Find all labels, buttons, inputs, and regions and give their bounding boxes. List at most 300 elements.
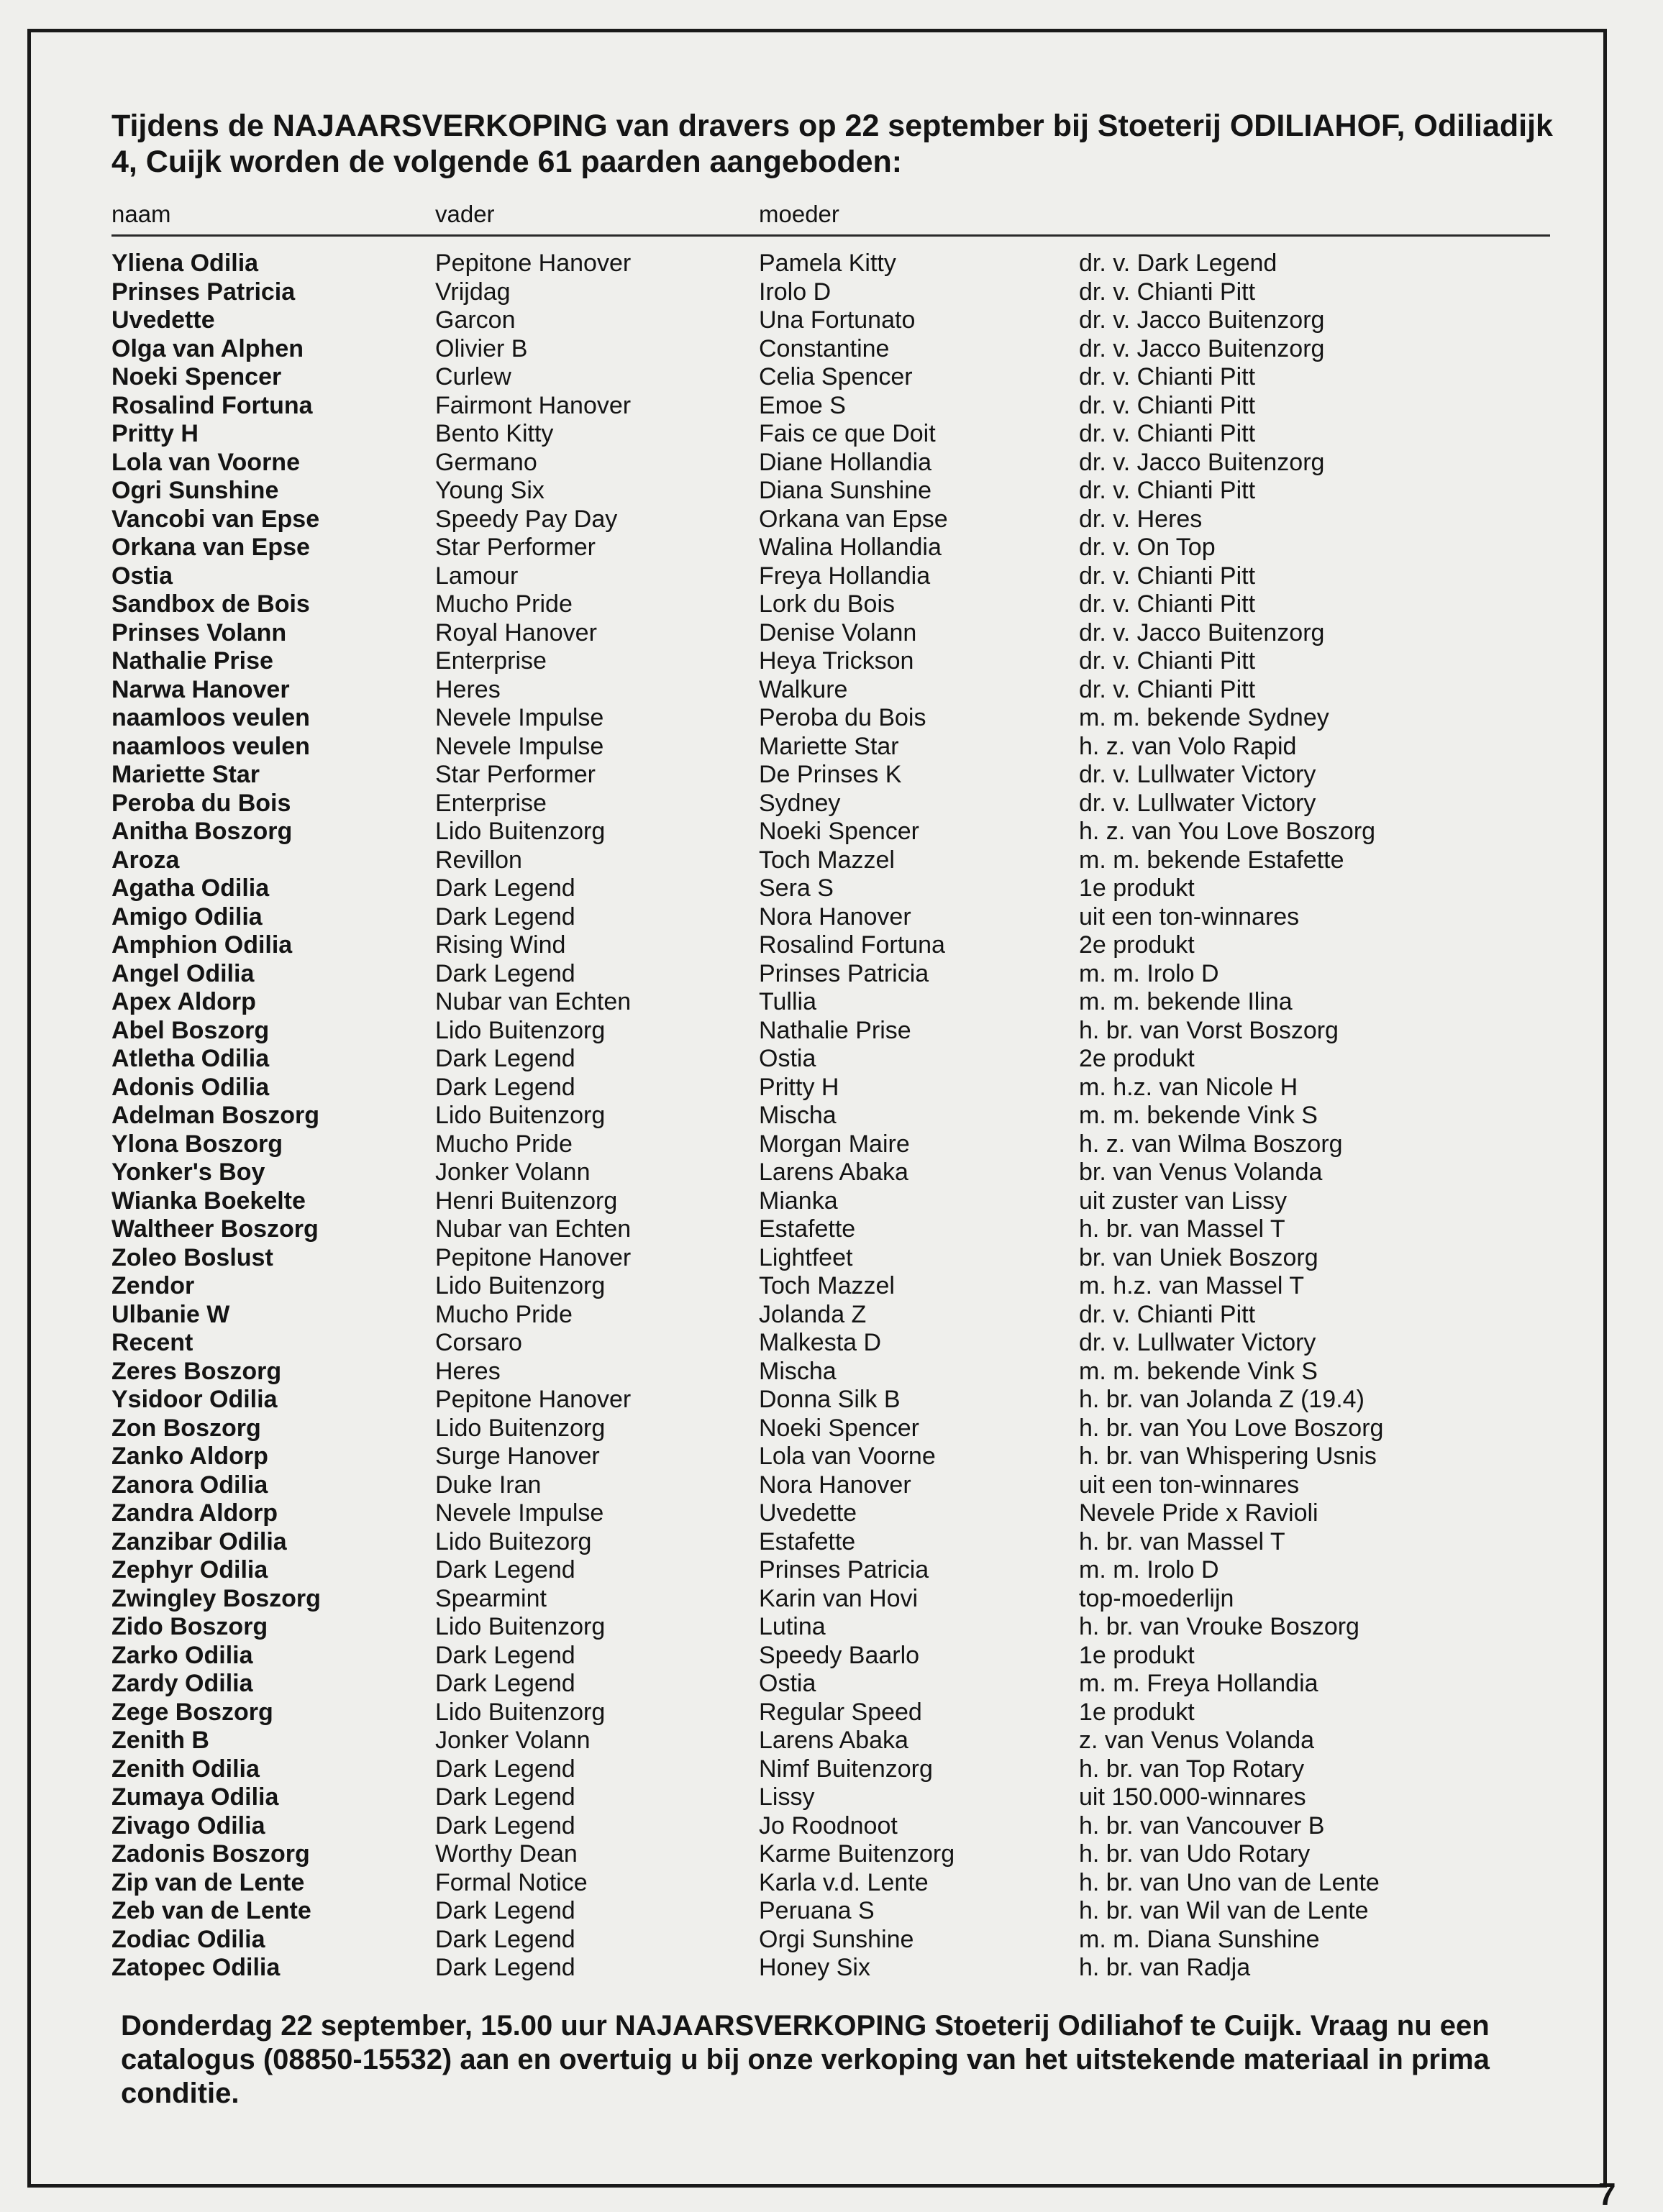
horse-name: Zon Boszorg xyxy=(111,1414,261,1442)
horse-row xyxy=(111,1727,1557,1755)
sire-name: Rising Wind xyxy=(435,931,566,959)
horse-row xyxy=(111,1755,1557,1784)
horse-row xyxy=(111,1358,1557,1386)
horse-name: Zatopec Odilia xyxy=(111,1954,281,1981)
pedigree-note: 1e produkt xyxy=(1079,1641,1195,1669)
dam-name: Nathalie Prise xyxy=(759,1016,911,1044)
pedigree-note: uit 150.000-winnares xyxy=(1079,1783,1306,1811)
horse-name: Zanora Odilia xyxy=(111,1471,268,1499)
sire-name: Mucho Pride xyxy=(435,1130,573,1158)
pedigree-note: h. z. van You Love Boszorg xyxy=(1079,818,1376,845)
sire-name: Star Performer xyxy=(435,534,596,561)
horse-name: Rosalind Fortuna xyxy=(111,391,313,419)
horse-name: Waltheer Boszorg xyxy=(111,1215,319,1243)
horse-row xyxy=(111,1642,1557,1671)
dam-name: Lola van Voorne xyxy=(759,1443,936,1470)
pedigree-note: m. h.z. van Nicole H xyxy=(1079,1073,1298,1101)
horse-row xyxy=(111,1244,1557,1273)
pedigree-note: Nevele Pride x Ravioli xyxy=(1079,1499,1318,1527)
dam-name: Ostia xyxy=(759,1670,816,1697)
page-number: 7 xyxy=(1598,2177,1616,2212)
dam-name: Mischa xyxy=(759,1102,837,1129)
sire-name: Dark Legend xyxy=(435,1925,575,1953)
horse-name: Zendor xyxy=(111,1272,195,1299)
dam-name: Mischa xyxy=(759,1357,837,1385)
dam-name: Noeki Spencer xyxy=(759,1414,920,1442)
pedigree-note: dr. v. Jacco Buitenzorg xyxy=(1079,618,1325,646)
pedigree-note: m. m. bekende Sydney xyxy=(1079,704,1329,731)
horse-row xyxy=(111,306,1557,335)
dam-name: Regular Speed xyxy=(759,1698,922,1726)
sire-name: Dark Legend xyxy=(435,1556,575,1583)
horse-row xyxy=(111,335,1557,364)
pedigree-note: dr. v. Chianti Pitt xyxy=(1079,675,1256,703)
pedigree-note: 1e produkt xyxy=(1079,1698,1195,1726)
pedigree-note: 2e produkt xyxy=(1079,1045,1195,1072)
sire-name: Germano xyxy=(435,448,537,476)
sire-name: Lido Buitenzorg xyxy=(435,1698,606,1726)
pedigree-note: h. br. van Vancouver B xyxy=(1079,1811,1325,1839)
horse-name: Narwa Hanover xyxy=(111,675,290,703)
horse-row xyxy=(111,874,1557,903)
horse-row xyxy=(111,477,1557,506)
horse-row xyxy=(111,506,1557,534)
horse-name: Ostia xyxy=(111,562,173,590)
sire-name: Lido Buitenzorg xyxy=(435,1272,606,1299)
horse-name: Zanko Aldorp xyxy=(111,1443,268,1470)
horse-list xyxy=(111,250,1557,1983)
sire-name: Pepitone Hanover xyxy=(435,1243,632,1271)
dam-name: Orgi Sunshine xyxy=(759,1925,914,1953)
dam-name: Walkure xyxy=(759,675,848,703)
pedigree-note: dr. v. Chianti Pitt xyxy=(1079,278,1256,306)
pedigree-note: dr. v. Jacco Buitenzorg xyxy=(1079,448,1325,476)
pedigree-note: dr. v. Chianti Pitt xyxy=(1079,363,1256,390)
sire-name: Star Performer xyxy=(435,761,596,788)
horse-name: Atletha Odilia xyxy=(111,1045,270,1072)
horse-name: Ulbanie W xyxy=(111,1300,230,1328)
pedigree-note: dr. v. Chianti Pitt xyxy=(1079,391,1256,419)
pedigree-note: dr. v. Lullwater Victory xyxy=(1079,1329,1316,1356)
horse-row xyxy=(111,250,1557,278)
sire-name: Young Six xyxy=(435,477,545,504)
dam-name: Constantine xyxy=(759,334,890,362)
dam-name: Toch Mazzel xyxy=(759,1272,895,1299)
horse-name: Ylona Boszorg xyxy=(111,1130,283,1158)
horse-row xyxy=(111,846,1557,875)
sire-name: Royal Hanover xyxy=(435,618,597,646)
pedigree-note: dr. v. Chianti Pitt xyxy=(1079,590,1256,618)
horse-name: Uvedette xyxy=(111,306,215,334)
dam-name: Lutina xyxy=(759,1613,826,1640)
pedigree-note: h. br. van Massel T xyxy=(1079,1527,1285,1555)
pedigree-note: m. m. Diana Sunshine xyxy=(1079,1925,1320,1953)
dam-name: Mianka xyxy=(759,1187,838,1215)
horse-name: Zivago Odilia xyxy=(111,1811,265,1839)
pedigree-note: dr. v. Lullwater Victory xyxy=(1079,761,1316,788)
horse-name: Zodiac Odilia xyxy=(111,1925,265,1953)
horse-row xyxy=(111,1301,1557,1330)
sire-name: Corsaro xyxy=(435,1329,522,1356)
sire-name: Dark Legend xyxy=(435,874,575,902)
dam-name: Prinses Patricia xyxy=(759,1556,929,1583)
sire-name: Nubar van Echten xyxy=(435,1215,632,1243)
horse-row xyxy=(111,449,1557,477)
horse-row xyxy=(111,733,1557,762)
dam-name: Noeki Spencer xyxy=(759,818,920,845)
pedigree-note: dr. v. Dark Legend xyxy=(1079,250,1277,277)
dam-name: Mariette Star xyxy=(759,732,899,760)
horse-row xyxy=(111,903,1557,932)
horse-name: Sandbox de Bois xyxy=(111,590,310,618)
pedigree-note: h. br. van Vrouke Boszorg xyxy=(1079,1613,1359,1640)
sire-name: Nevele Impulse xyxy=(435,1499,604,1527)
horse-name: Nathalie Prise xyxy=(111,647,273,675)
dam-name: Lightfeet xyxy=(759,1243,853,1271)
sire-name: Revillon xyxy=(435,846,522,874)
sire-name: Henri Buitenzorg xyxy=(435,1187,618,1215)
horse-name: Wianka Boekelte xyxy=(111,1187,306,1215)
dam-name: Toch Mazzel xyxy=(759,846,895,874)
sire-name: Bento Kitty xyxy=(435,420,554,447)
dam-name: Fais ce que Doit xyxy=(759,420,936,447)
horse-row xyxy=(111,818,1557,846)
horse-row xyxy=(111,1556,1557,1585)
horse-name: Zardy Odilia xyxy=(111,1670,253,1697)
dam-name: Malkesta D xyxy=(759,1329,882,1356)
horse-row xyxy=(111,1926,1557,1955)
sire-name: Worthy Dean xyxy=(435,1840,578,1868)
horse-row xyxy=(111,1415,1557,1443)
dam-name: Lissy xyxy=(759,1783,815,1811)
horse-row xyxy=(111,590,1557,619)
horse-row xyxy=(111,1158,1557,1187)
pedigree-note: h. br. van Whispering Usnis xyxy=(1079,1443,1377,1470)
pedigree-note: uit een ton-winnares xyxy=(1079,902,1300,931)
sire-name: Dark Legend xyxy=(435,902,575,931)
pedigree-note: m. h.z. van Massel T xyxy=(1079,1272,1305,1299)
sire-name: Garcon xyxy=(435,306,516,334)
pedigree-note: top-moederlijn xyxy=(1079,1584,1234,1612)
horse-name: Ysidoor Odilia xyxy=(111,1386,278,1413)
dam-name: Denise Volann xyxy=(759,618,917,646)
dam-name: Prinses Patricia xyxy=(759,959,929,987)
horse-name: Ogri Sunshine xyxy=(111,477,279,504)
horse-row xyxy=(111,562,1557,591)
sire-name: Jonker Volann xyxy=(435,1158,591,1186)
dam-name: Rosalind Fortuna xyxy=(759,931,945,959)
pedigree-note: m. m. bekende Estafette xyxy=(1079,846,1344,874)
pedigree-note: dr. v. Jacco Buitenzorg xyxy=(1079,306,1325,334)
pedigree-note: m. m. bekende Ilina xyxy=(1079,988,1293,1015)
pedigree-note: dr. v. Chianti Pitt xyxy=(1079,1300,1256,1328)
sire-name: Spearmint xyxy=(435,1584,547,1612)
sire-name: Lamour xyxy=(435,562,519,590)
horse-name: Abel Boszorg xyxy=(111,1016,270,1044)
dam-name: Estafette xyxy=(759,1527,856,1555)
pedigree-note: dr. v. Heres xyxy=(1079,505,1203,533)
horse-row xyxy=(111,1386,1557,1415)
pedigree-note: m. m. Irolo D xyxy=(1079,1556,1219,1583)
horse-name: Recent xyxy=(111,1329,193,1356)
column-header-vader: vader xyxy=(435,201,495,227)
dam-name: Sera S xyxy=(759,874,834,902)
horse-row xyxy=(111,1613,1557,1642)
dam-name: Walina Hollandia xyxy=(759,534,942,561)
horse-row xyxy=(111,1670,1557,1699)
horse-name: Yonker's Boy xyxy=(111,1158,265,1186)
horse-name: Zido Boszorg xyxy=(111,1613,268,1640)
horse-row xyxy=(111,392,1557,421)
pedigree-note: dr. v. Lullwater Victory xyxy=(1079,789,1316,817)
horse-row xyxy=(111,790,1557,818)
horse-name: Zeres Boszorg xyxy=(111,1357,282,1385)
pedigree-note: h. br. van You Love Boszorg xyxy=(1079,1414,1384,1442)
horse-name: Lola van Voorne xyxy=(111,448,300,476)
dam-name: Nora Hanover xyxy=(759,1471,911,1499)
horse-name: Adonis Odilia xyxy=(111,1073,270,1101)
dam-name: Jo Roodnoot xyxy=(759,1811,898,1839)
pedigree-note: h. br. van Udo Rotary xyxy=(1079,1840,1311,1868)
sire-name: Heres xyxy=(435,1357,501,1385)
sire-name: Pepitone Hanover xyxy=(435,1386,632,1413)
dam-name: Ostia xyxy=(759,1045,816,1072)
horse-name: Agatha Odilia xyxy=(111,874,270,902)
horse-row xyxy=(111,1272,1557,1301)
dam-name: De Prinses K xyxy=(759,761,902,788)
horse-name: Zarko Odilia xyxy=(111,1641,253,1669)
dam-name: Nimf Buitenzorg xyxy=(759,1755,933,1783)
sire-name: Speedy Pay Day xyxy=(435,505,618,533)
horse-row xyxy=(111,1869,1557,1898)
dam-name: Estafette xyxy=(759,1215,856,1243)
horse-row xyxy=(111,1443,1557,1471)
dam-name: Nora Hanover xyxy=(759,902,911,931)
dam-name: Celia Spencer xyxy=(759,363,913,390)
pedigree-note: m. m. Freya Hollandia xyxy=(1079,1670,1318,1697)
dam-name: Larens Abaka xyxy=(759,1158,908,1186)
horse-row xyxy=(111,1074,1557,1102)
sire-name: Lido Buitenzorg xyxy=(435,1016,606,1044)
horse-row xyxy=(111,534,1557,562)
horse-name: Amigo Odilia xyxy=(111,902,263,931)
column-header-naam: naam xyxy=(111,201,171,227)
pedigree-note: dr. v. Chianti Pitt xyxy=(1079,420,1256,447)
dam-name: Freya Hollandia xyxy=(759,562,931,590)
horse-row xyxy=(111,1812,1557,1841)
horse-name: Orkana van Epse xyxy=(111,534,310,561)
horse-name: Zephyr Odilia xyxy=(111,1556,268,1583)
pedigree-note: m. m. bekende Vink S xyxy=(1079,1357,1318,1385)
sire-name: Dark Legend xyxy=(435,1755,575,1783)
dam-name: Karme Buitenzorg xyxy=(759,1840,955,1868)
horse-name: Zip van de Lente xyxy=(111,1868,305,1896)
horse-row xyxy=(111,1699,1557,1727)
dam-name: Orkana van Epse xyxy=(759,505,948,533)
sire-name: Lido Buitenzorg xyxy=(435,1414,606,1442)
horse-row xyxy=(111,363,1557,392)
pedigree-note: 2e produkt xyxy=(1079,931,1195,959)
sire-name: Dark Legend xyxy=(435,1641,575,1669)
dam-name: Sydney xyxy=(759,789,841,817)
sire-name: Formal Notice xyxy=(435,1868,588,1896)
horse-row xyxy=(111,1329,1557,1358)
horse-name: Yliena Odilia xyxy=(111,250,259,277)
horse-row xyxy=(111,676,1557,705)
horse-row xyxy=(111,1783,1557,1812)
column-header-moeder: moeder xyxy=(759,201,839,227)
sire-name: Dark Legend xyxy=(435,1073,575,1101)
horse-row xyxy=(111,1954,1557,1983)
horse-row xyxy=(111,1045,1557,1074)
horse-row xyxy=(111,960,1557,989)
horse-name: Zeb van de Lente xyxy=(111,1897,311,1924)
sire-name: Olivier B xyxy=(435,334,528,362)
dam-name: Tullia xyxy=(759,988,816,1015)
sire-name: Dark Legend xyxy=(435,1811,575,1839)
horse-row xyxy=(111,1102,1557,1130)
horse-name: Pritty H xyxy=(111,420,199,447)
dam-name: Lork du Bois xyxy=(759,590,895,618)
horse-name: Anitha Boszorg xyxy=(111,818,293,845)
dam-name: Speedy Baarlo xyxy=(759,1641,920,1669)
horse-row xyxy=(111,1840,1557,1869)
pedigree-note: z. van Venus Volanda xyxy=(1079,1727,1315,1754)
pedigree-note: m. m. bekende Vink S xyxy=(1079,1102,1318,1129)
sire-name: Dark Legend xyxy=(435,1897,575,1924)
pedigree-note: br. van Uniek Boszorg xyxy=(1079,1243,1318,1271)
dam-name: Irolo D xyxy=(759,278,831,306)
pedigree-note: h. br. van Wil van de Lente xyxy=(1079,1897,1369,1924)
pedigree-note: h. z. van Volo Rapid xyxy=(1079,732,1297,760)
pedigree-note: dr. v. On Top xyxy=(1079,534,1216,561)
horse-name: Aroza xyxy=(111,846,180,874)
horse-name: Peroba du Bois xyxy=(111,789,291,817)
horse-name: naamloos veulen xyxy=(111,732,310,760)
sire-name: Enterprise xyxy=(435,647,547,675)
pedigree-note: uit een ton-winnares xyxy=(1079,1471,1300,1499)
horse-name: Zanzibar Odilia xyxy=(111,1527,287,1555)
sire-name: Vrijdag xyxy=(435,278,511,306)
dam-name: Peroba du Bois xyxy=(759,704,926,731)
header-rule xyxy=(111,234,1550,237)
sire-name: Jonker Volann xyxy=(435,1727,591,1754)
sire-name: Lido Buitezorg xyxy=(435,1527,592,1555)
intro-paragraph: Tijdens de NAJAARSVERKOPING van dravers op 22 september bij Stoeterij ODILIAHOF, Odiliadijk 4, Cuijk worden de volgende 61 paarden aangeboden: xyxy=(111,109,1553,179)
dam-name: Jolanda Z xyxy=(759,1300,867,1328)
dam-name: Larens Abaka xyxy=(759,1727,908,1754)
horse-name: Zwingley Boszorg xyxy=(111,1584,321,1612)
horse-row xyxy=(111,1897,1557,1926)
sire-name: Dark Legend xyxy=(435,1045,575,1072)
dam-name: Emoe S xyxy=(759,391,846,419)
sire-name: Mucho Pride xyxy=(435,1300,573,1328)
dam-name: Karin van Hovi xyxy=(759,1584,919,1612)
dam-name: Pritty H xyxy=(759,1073,839,1101)
sire-name: Dark Legend xyxy=(435,1670,575,1697)
horse-row xyxy=(111,1215,1557,1244)
sire-name: Nevele Impulse xyxy=(435,704,604,731)
horse-name: Zandra Aldorp xyxy=(111,1499,278,1527)
dam-name: Diana Sunshine xyxy=(759,477,932,504)
horse-row xyxy=(111,420,1557,449)
horse-row xyxy=(111,1471,1557,1500)
dam-name: Karla v.d. Lente xyxy=(759,1868,929,1896)
pedigree-note: m. m. Irolo D xyxy=(1079,959,1219,987)
pedigree-note: dr. v. Chianti Pitt xyxy=(1079,647,1256,675)
pedigree-note: uit zuster van Lissy xyxy=(1079,1187,1288,1215)
horse-name: Mariette Star xyxy=(111,761,260,788)
horse-name: Zege Boszorg xyxy=(111,1698,273,1726)
dam-name: Una Fortunato xyxy=(759,306,916,334)
dam-name: Donna Silk B xyxy=(759,1386,901,1413)
horse-row xyxy=(111,931,1557,960)
sire-name: Nubar van Echten xyxy=(435,988,632,1015)
dam-name: Pamela Kitty xyxy=(759,250,896,277)
pedigree-note: dr. v. Chianti Pitt xyxy=(1079,562,1256,590)
horse-name: Prinses Patricia xyxy=(111,278,296,306)
pedigree-note: dr. v. Chianti Pitt xyxy=(1079,477,1256,504)
pedigree-note: 1e produkt xyxy=(1079,874,1195,902)
horse-name: Noeki Spencer xyxy=(111,363,282,390)
sire-name: Heres xyxy=(435,675,501,703)
horse-row xyxy=(111,1585,1557,1614)
horse-row xyxy=(111,1130,1557,1159)
pedigree-note: dr. v. Jacco Buitenzorg xyxy=(1079,334,1325,362)
horse-name: Amphion Odilia xyxy=(111,931,293,959)
horse-row xyxy=(111,988,1557,1017)
horse-row xyxy=(111,1499,1557,1528)
pedigree-note: h. br. van Radja xyxy=(1079,1954,1251,1981)
horse-name: Angel Odilia xyxy=(111,959,255,987)
sire-name: Nevele Impulse xyxy=(435,732,604,760)
sire-name: Dark Legend xyxy=(435,959,575,987)
horse-name: Vancobi van Epse xyxy=(111,505,320,533)
pedigree-note: h. br. van Massel T xyxy=(1079,1215,1285,1243)
pedigree-note: h. br. van Top Rotary xyxy=(1079,1755,1305,1783)
sire-name: Duke Iran xyxy=(435,1471,542,1499)
pedigree-note: h. z. van Wilma Boszorg xyxy=(1079,1130,1343,1158)
sire-name: Pepitone Hanover xyxy=(435,250,632,277)
horse-row xyxy=(111,761,1557,790)
horse-name: Apex Aldorp xyxy=(111,988,256,1015)
sire-name: Enterprise xyxy=(435,789,547,817)
sire-name: Surge Hanover xyxy=(435,1443,600,1470)
sire-name: Lido Buitenzorg xyxy=(435,818,606,845)
horse-name: Zenith Odilia xyxy=(111,1755,260,1783)
horse-name: Adelman Boszorg xyxy=(111,1102,320,1129)
sire-name: Lido Buitenzorg xyxy=(435,1102,606,1129)
horse-name: Zadonis Boszorg xyxy=(111,1840,310,1868)
horse-name: naamloos veulen xyxy=(111,704,310,731)
closing-paragraph: Donderdag 22 september, 15.00 uur NAJAARSVERKOPING Stoeterij Odiliahof te Cuijk. Vraag nu een catalogus (08850-15532) aan en overtuig u bij onze verkoping van het uitstekende materiaal in prima conditie. xyxy=(121,2010,1490,2109)
dam-name: Honey Six xyxy=(759,1954,870,1981)
horse-row xyxy=(111,704,1557,733)
horse-row xyxy=(111,647,1557,676)
pedigree-note: h. br. van Vorst Boszorg xyxy=(1079,1016,1339,1044)
dam-name: Heya Trickson xyxy=(759,647,914,675)
horse-row xyxy=(111,619,1557,648)
dam-name: Diane Hollandia xyxy=(759,448,932,476)
sire-name: Lido Buitenzorg xyxy=(435,1613,606,1640)
horse-name: Zoleo Boslust xyxy=(111,1243,273,1271)
horse-row xyxy=(111,1528,1557,1557)
sire-name: Dark Legend xyxy=(435,1783,575,1811)
horse-row xyxy=(111,278,1557,307)
dam-name: Morgan Maire xyxy=(759,1130,910,1158)
horse-row xyxy=(111,1187,1557,1216)
sire-name: Dark Legend xyxy=(435,1954,575,1981)
